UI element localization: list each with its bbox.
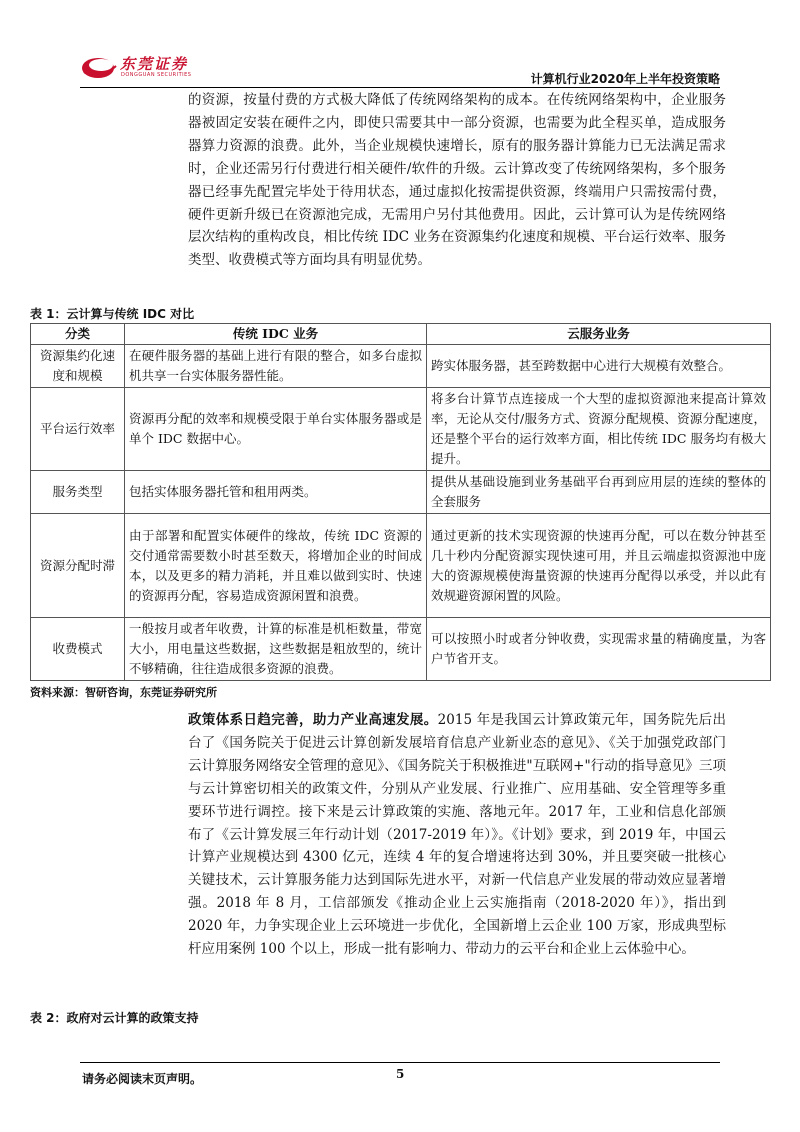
cloud-cell: 跨实体服务器，甚至跨数据中心进行大规模有效整合。: [427, 345, 771, 388]
category-cell: 收费模式: [31, 618, 125, 681]
logo-text-en: DONGGUAN SECURITIES: [121, 72, 192, 78]
policy-paragraph: [188, 709, 726, 961]
table-row: [31, 514, 771, 618]
category-cell: 资源集约化速度和规模: [31, 345, 125, 388]
intro-paragraph: [188, 89, 726, 272]
cloud-cell: 提供从基础设施到业务基础平台再到应用层的连续的整体的全套服务: [427, 471, 771, 514]
report-title: 计算机行业2020年上半年投资策略: [530, 72, 720, 86]
cloud-cell: 可以按照小时或者分钟收费，实现需求量的精确度量，为客户节省开支。: [427, 618, 771, 681]
column-header: 传统 IDC 业务: [125, 324, 427, 345]
table-row: [31, 618, 771, 681]
column-header: 分类: [31, 324, 125, 345]
idc-cell: 资源再分配的效率和规模受限于单台实体服务器或是单个 IDC 数据中心。: [125, 388, 427, 471]
intro-text: 的资源，按量付费的方式极大降低了传统网络架构的成本。在传统网络架构中，企业服务器被固定安装在硬件之内，即使只需要其中一部分资源，也需要为此全程买单，造成服务器算力资源的浪费。此外，当企业规模快速增长，原有的服务器计算能力已无法满足需求时，企业还需另行付费进行相关硬件/软件的升级。云计算改变了传统网络架构，多个服务器已经事先配置完毕处于待用状态，通过虚拟化按需提供资源，终端用户只需按需付费，硬件更新升级已在资源池完成，无需用户另付其他费用。因此，云计算可认为是传统网络层次结构的重构改良，相比传统 IDC 业务在资源集约化速度和规模、平台运行效率、服务类型、收费模式等方面均具有明显优势。: [188, 92, 726, 269]
table1-title: 表 1：云计算与传统 IDC 对比: [30, 307, 195, 321]
idc-cell: 在硬件服务器的基础上进行有限的整合，如多台虚拟机共享一台实体服务器性能。: [125, 345, 427, 388]
logo-swoosh-icon: [80, 52, 120, 82]
table1-source: 资料来源：智研咨询，东莞证券研究所: [30, 686, 217, 699]
idc-cell: 包括实体服务器托管和租用两类。: [125, 471, 427, 514]
category-cell: 平台运行效率: [31, 388, 125, 471]
logo-text-cn: 东莞证券: [120, 55, 189, 73]
category-cell: 服务类型: [31, 471, 125, 514]
header-divider: [80, 87, 720, 88]
footer-divider: [80, 1062, 720, 1063]
table-row: [31, 345, 771, 388]
comparison-table: [30, 323, 771, 681]
cloud-cell: 将多台计算节点连接成一个大型的虚拟资源池来提高计算效率，无论从交付/服务方式、资源分配规模、资源分配速度，还是整个平台的运行效率方面，相比传统 IDC 服务均有极大提升。: [427, 388, 771, 471]
idc-cell: 由于部署和配置实体硬件的缘故，传统 IDC 资源的交付通常需要数小时甚至数天，将增加企业的时间成本，以及更多的精力消耗，并且难以做到实时、快速的资源再分配，容易造成资源闲置和浪费。: [125, 514, 427, 618]
table-header-row: [31, 324, 771, 345]
policy-text-block: [188, 709, 726, 961]
policy-lead: 政策体系日趋完善，助力产业高速发展。: [188, 712, 438, 728]
category-cell: 资源分配时滞: [31, 514, 125, 618]
table2-title: 表 2：政府对云计算的政策支持: [30, 1011, 199, 1025]
table-row: [31, 388, 771, 471]
policy-text: 2015 年是我国云计算政策元年，国务院先后出台了《国务院关于促进云计算创新发展培育信息产业新业态的意见》、《关于加强党政部门云计算服务网络安全管理的意见》、《国务院关于积极推进"互联网+"行动的指导意见》三项与云计算密切相关的政策文件，分别从产业发展、行业推广、应用基础、安全管理等多重要环节进行调控。接下来是云计算政策的实施、落地元年。2017 年，工业和信息化部颁布了《云计算发展三年行动计划（2017-2019 年）》。《计划》要求，到 2019 年，中国云计算产业规模达到 4300 亿元，连续 4 年的复合增速将达到 30%，并且要突破一批核心关键技术，云计算服务能力达到国际先进水平，对新一代信息产业发展的带动效应显著增强。2018 年 8 月，工信部颁发《推动企业上云实施指南（2018-2020 年）》，指出到 2020 年，力争实现企业上云环境进一步优化，全国新增上云企业 100 万家，形成典型标杆应用案例 100 个以上，形成一批有影响力、带动力的云平台和企业上云体验中心。: [188, 712, 726, 958]
company-logo: [80, 52, 220, 86]
disclaimer-note: 请务必阅读末页声明。: [82, 1072, 203, 1086]
table-row: [31, 471, 771, 514]
idc-cell: 一般按月或者年收费，计算的标准是机柜数量，带宽大小，用电量这些数据，这些数据是粗放型的，统计不够精确，往往造成很多资源的浪费。: [125, 618, 427, 681]
cloud-cell: 通过更新的技术实现资源的快速再分配，可以在数分钟甚至几十秒内分配资源实现快速可用，并且云端虚拟资源池中庞大的资源规模使海量资源的快速再分配得以承受，并以此有效规避资源闲置的风险。: [427, 514, 771, 618]
page-number: 5: [396, 1067, 405, 1081]
column-header: 云服务业务: [427, 324, 771, 345]
